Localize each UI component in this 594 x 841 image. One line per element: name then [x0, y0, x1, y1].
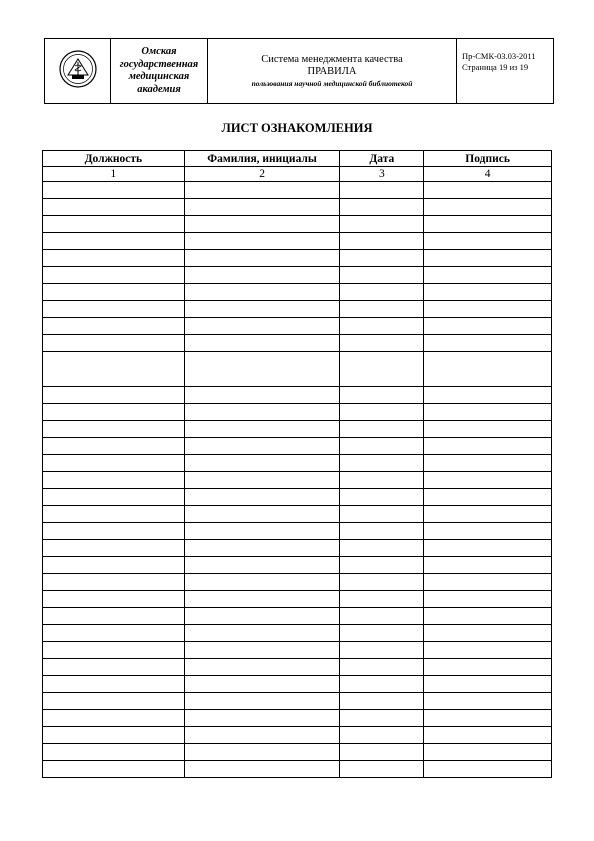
table-row	[43, 693, 552, 710]
table-row	[43, 659, 552, 676]
name-cell	[184, 693, 340, 710]
signature-cell	[424, 199, 552, 216]
name-cell	[184, 574, 340, 591]
table-row	[43, 199, 552, 216]
position-cell	[43, 761, 185, 778]
date-cell	[340, 404, 424, 421]
column-number: 1	[43, 167, 185, 182]
date-cell	[340, 523, 424, 540]
date-cell	[340, 659, 424, 676]
position-cell	[43, 284, 185, 301]
name-cell	[184, 642, 340, 659]
column-header-position: Должность	[43, 151, 185, 167]
date-cell	[340, 472, 424, 489]
table-row	[43, 761, 552, 778]
signature-cell	[424, 659, 552, 676]
table-row	[43, 318, 552, 335]
signature-cell	[424, 267, 552, 284]
page-title: ЛИСТ ОЗНАКОМЛЕНИЯ	[221, 121, 373, 135]
date-cell	[340, 455, 424, 472]
name-cell	[184, 233, 340, 250]
name-cell	[184, 591, 340, 608]
column-number: 4	[424, 167, 552, 182]
position-cell	[43, 421, 185, 438]
name-cell	[184, 301, 340, 318]
date-cell	[340, 625, 424, 642]
position-cell	[43, 574, 185, 591]
date-cell	[340, 557, 424, 574]
date-cell	[340, 489, 424, 506]
table-row	[43, 233, 552, 250]
signature-cell	[424, 523, 552, 540]
name-cell	[184, 710, 340, 727]
position-cell	[43, 523, 185, 540]
date-cell	[340, 233, 424, 250]
name-cell	[184, 387, 340, 404]
name-cell	[184, 523, 340, 540]
signature-cell	[424, 301, 552, 318]
position-cell	[43, 199, 185, 216]
date-cell	[340, 216, 424, 233]
position-cell	[43, 387, 185, 404]
position-cell	[43, 216, 185, 233]
signature-cell	[424, 404, 552, 421]
position-cell	[43, 540, 185, 557]
signature-cell	[424, 608, 552, 625]
signature-cell	[424, 284, 552, 301]
position-cell	[43, 625, 185, 642]
position-cell	[43, 318, 185, 335]
name-cell	[184, 506, 340, 523]
name-cell	[184, 199, 340, 216]
date-cell	[340, 182, 424, 199]
table-row	[43, 250, 552, 267]
date-cell	[340, 506, 424, 523]
organization-name: Омская государственная медицинская академия	[111, 39, 208, 104]
date-cell	[340, 642, 424, 659]
name-cell	[184, 557, 340, 574]
logo-cell	[45, 39, 111, 104]
date-cell	[340, 267, 424, 284]
date-cell	[340, 608, 424, 625]
position-cell	[43, 710, 185, 727]
table-row	[43, 540, 552, 557]
position-cell	[43, 591, 185, 608]
signature-cell	[424, 761, 552, 778]
signature-cell	[424, 540, 552, 557]
date-cell	[340, 591, 424, 608]
table-row	[43, 472, 552, 489]
position-cell	[43, 182, 185, 199]
table-row	[43, 676, 552, 693]
position-cell	[43, 608, 185, 625]
signature-cell	[424, 591, 552, 608]
signature-cell	[424, 727, 552, 744]
page-number: Страница 19 из 19	[462, 62, 529, 72]
position-cell	[43, 744, 185, 761]
signature-cell	[424, 182, 552, 199]
position-cell	[43, 489, 185, 506]
name-cell	[184, 267, 340, 284]
column-number: 3	[340, 167, 424, 182]
position-cell	[43, 301, 185, 318]
table-row	[43, 710, 552, 727]
table-header-row	[43, 151, 552, 167]
signature-cell	[424, 693, 552, 710]
date-cell	[340, 352, 424, 387]
signature-cell	[424, 642, 552, 659]
signature-cell	[424, 472, 552, 489]
quality-system-cell	[208, 39, 457, 104]
signature-cell	[424, 676, 552, 693]
position-cell	[43, 335, 185, 352]
signature-cell	[424, 557, 552, 574]
position-cell	[43, 404, 185, 421]
table-row	[43, 387, 552, 404]
name-cell	[184, 250, 340, 267]
table-row	[43, 438, 552, 455]
column-number: 2	[184, 167, 340, 182]
table-row	[43, 523, 552, 540]
name-cell	[184, 761, 340, 778]
position-cell	[43, 233, 185, 250]
name-cell	[184, 404, 340, 421]
signature-cell	[424, 625, 552, 642]
academy-emblem-icon	[58, 49, 98, 89]
signature-cell	[424, 506, 552, 523]
name-cell	[184, 318, 340, 335]
document-type: ПРАВИЛА	[307, 65, 357, 77]
date-cell	[340, 676, 424, 693]
system-name: Система менеджмента качества	[261, 53, 403, 65]
name-cell	[184, 540, 340, 557]
name-cell	[184, 489, 340, 506]
signature-cell	[424, 318, 552, 335]
table-row	[43, 642, 552, 659]
table-row	[43, 489, 552, 506]
position-cell	[43, 642, 185, 659]
name-cell	[184, 659, 340, 676]
table-row	[43, 421, 552, 438]
date-cell	[340, 540, 424, 557]
date-cell	[340, 318, 424, 335]
table-row	[43, 352, 552, 387]
name-cell	[184, 216, 340, 233]
position-cell	[43, 455, 185, 472]
name-cell	[184, 744, 340, 761]
table-row	[43, 404, 552, 421]
signature-cell	[424, 335, 552, 352]
column-header-name: Фамилия, инициалы	[184, 151, 340, 167]
table-row	[43, 301, 552, 318]
date-cell	[340, 301, 424, 318]
signature-cell	[424, 455, 552, 472]
document-subject: пользования научной медицинской библиотекой	[251, 78, 413, 88]
document-code: Пр-СМК-03.03-2011	[462, 51, 536, 61]
column-header-date: Дата	[340, 151, 424, 167]
date-cell	[340, 693, 424, 710]
name-cell	[184, 182, 340, 199]
position-cell	[43, 506, 185, 523]
date-cell	[340, 710, 424, 727]
position-cell	[43, 557, 185, 574]
name-cell	[184, 608, 340, 625]
table-row	[43, 182, 552, 199]
signature-cell	[424, 233, 552, 250]
signature-cell	[424, 352, 552, 387]
name-cell	[184, 352, 340, 387]
position-cell	[43, 676, 185, 693]
document-header	[44, 38, 554, 104]
table-row	[43, 284, 552, 301]
position-cell	[43, 438, 185, 455]
table-row	[43, 574, 552, 591]
signature-cell	[424, 250, 552, 267]
table-row	[43, 727, 552, 744]
name-cell	[184, 438, 340, 455]
date-cell	[340, 727, 424, 744]
date-cell	[340, 284, 424, 301]
date-cell	[340, 574, 424, 591]
table-row	[43, 335, 552, 352]
position-cell	[43, 727, 185, 744]
table-row	[43, 216, 552, 233]
name-cell	[184, 284, 340, 301]
table-row	[43, 455, 552, 472]
name-cell	[184, 676, 340, 693]
date-cell	[340, 387, 424, 404]
name-cell	[184, 335, 340, 352]
date-cell	[340, 250, 424, 267]
column-number-row	[43, 167, 552, 182]
date-cell	[340, 421, 424, 438]
acknowledgment-table	[42, 150, 552, 778]
document-info-cell	[457, 39, 554, 104]
table-row	[43, 506, 552, 523]
position-cell	[43, 472, 185, 489]
signature-cell	[424, 216, 552, 233]
table-row	[43, 267, 552, 284]
position-cell	[43, 267, 185, 284]
table-row	[43, 625, 552, 642]
signature-cell	[424, 744, 552, 761]
name-cell	[184, 421, 340, 438]
signature-cell	[424, 710, 552, 727]
position-cell	[43, 693, 185, 710]
date-cell	[340, 744, 424, 761]
table-row	[43, 608, 552, 625]
date-cell	[340, 761, 424, 778]
date-cell	[340, 438, 424, 455]
date-cell	[340, 335, 424, 352]
signature-cell	[424, 489, 552, 506]
name-cell	[184, 472, 340, 489]
position-cell	[43, 659, 185, 676]
table-row	[43, 591, 552, 608]
position-cell	[43, 250, 185, 267]
signature-cell	[424, 421, 552, 438]
signature-cell	[424, 438, 552, 455]
table-row	[43, 744, 552, 761]
date-cell	[340, 199, 424, 216]
signature-cell	[424, 387, 552, 404]
position-cell	[43, 352, 185, 387]
signature-cell	[424, 574, 552, 591]
column-header-signature: Подпись	[424, 151, 552, 167]
name-cell	[184, 727, 340, 744]
name-cell	[184, 625, 340, 642]
name-cell	[184, 455, 340, 472]
table-row	[43, 557, 552, 574]
